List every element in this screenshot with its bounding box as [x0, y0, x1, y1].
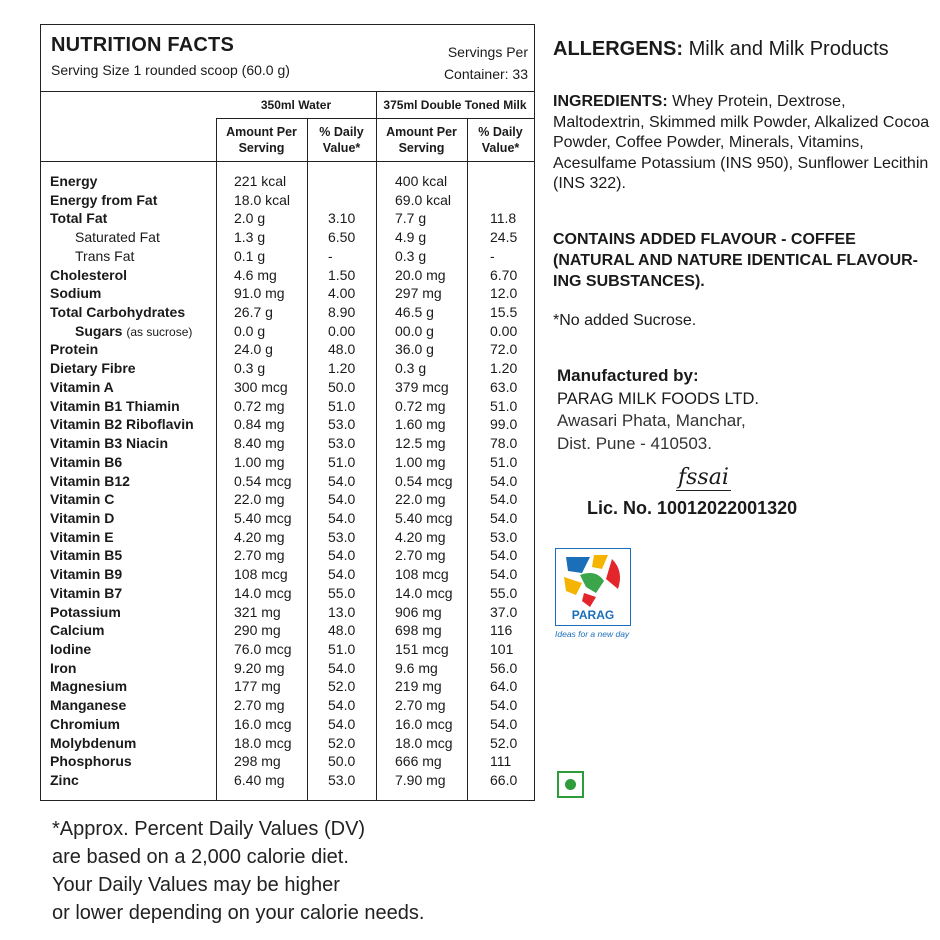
nutrient-name: Vitamin B5	[50, 547, 123, 564]
nutrient-row	[41, 209, 534, 228]
water-daily-value: 51.0	[328, 453, 356, 470]
nutrient-name: Vitamin B3 Niacin	[50, 435, 169, 452]
water-amount: 0.0 g	[234, 322, 266, 339]
milk-daily-value: 78.0	[490, 435, 518, 452]
nutrient-name: Vitamin B7	[50, 584, 123, 601]
water-amount: 0.3 g	[234, 360, 266, 377]
nutrient-row	[41, 546, 534, 565]
manufacturer-address: Dist. Pune - 410503.	[557, 433, 712, 453]
milk-daily-value: 56.0	[490, 659, 518, 676]
water-daily-value: -	[328, 247, 333, 264]
milk-amount: 7.90 mg	[395, 772, 446, 788]
milk-daily-value: 0.00	[490, 322, 518, 339]
nutrient-row	[41, 528, 534, 547]
water-amount: 0.72 mg	[234, 397, 285, 414]
water-daily-value: 52.0	[328, 678, 356, 695]
water-daily-value: 50.0	[328, 378, 356, 395]
water-daily-value: 6.50	[328, 229, 356, 246]
milk-amount: 36.0 g	[395, 341, 434, 358]
nutrient-name: Dietary Fibre	[50, 360, 136, 377]
milk-daily-value: 1.20	[490, 360, 518, 377]
milk-daily-value: 37.0	[490, 603, 518, 620]
water-amount: 177 mg	[234, 678, 281, 695]
nutrient-row	[41, 397, 534, 416]
nutrient-name: Magnesium	[50, 678, 128, 695]
milk-amount: 219 mg	[395, 678, 442, 695]
water-amount: 18.0 kcal	[234, 191, 291, 208]
water-amount: 76.0 mcg	[234, 640, 292, 657]
milk-amount: 666 mg	[395, 753, 442, 770]
nutrient-rows	[41, 172, 534, 790]
nutrient-row	[41, 584, 534, 603]
water-amount: 0.84 mg	[234, 416, 285, 433]
water-daily-value: 3.10	[328, 210, 356, 227]
water-amount: 26.7 g	[234, 304, 273, 321]
name-column-header	[41, 119, 216, 162]
milk-amount: 7.7 g	[395, 210, 427, 227]
nutrient-name: Vitamin B12	[50, 472, 130, 489]
milk-amount: 14.0 mcg	[395, 584, 453, 601]
nutrient-row	[41, 771, 534, 790]
nutrient-name: Energy	[50, 173, 98, 189]
flavour-statement: CONTAINS ADDED FLAVOUR - COFFEE (NATURAL AND NATURE IDENTICAL FLAVOUR-ING SUBSTANCES).	[553, 231, 919, 290]
no-sucrose-note: *No added Sucrose.	[553, 312, 697, 329]
water-amount: 14.0 mcg	[234, 584, 292, 601]
milk-daily-value: 54.0	[490, 472, 518, 489]
nutrient-name: Total Carbohydrates	[50, 304, 186, 321]
milk-daily-value: 54.0	[490, 509, 518, 526]
water-daily-value: 53.0	[328, 772, 356, 788]
nutrient-row	[41, 359, 534, 378]
nutrient-name: Sugars (as sucrose)	[75, 322, 193, 339]
milk-daily-value: 52.0	[490, 734, 518, 751]
nutrition-facts-panel	[40, 24, 535, 801]
nutrient-name: Total Fat	[50, 210, 108, 227]
panel-title: NUTRITION FACTS	[51, 34, 234, 56]
nutrient-row	[41, 509, 534, 528]
nutrient-name: Vitamin B6	[50, 453, 123, 470]
servings-per-container: Servings Per Container: 33	[443, 44, 528, 82]
water-daily-value: 50.0	[328, 753, 356, 770]
water-daily-value: 1.20	[328, 360, 356, 377]
water-amount: 8.40 mg	[234, 435, 285, 452]
manufacturer-block	[557, 365, 759, 455]
water-daily-value: 54.0	[328, 697, 356, 714]
water-daily-value: 54.0	[328, 659, 356, 676]
milk-daily-value: 12.0	[490, 285, 518, 302]
milk-amount: 2.70 mg	[395, 697, 446, 714]
fssai-license-number: Lic. No. 10012022001320	[587, 498, 798, 518]
nutrient-row	[41, 284, 534, 303]
vegetarian-dot	[565, 779, 576, 790]
nutrient-name: Vitamin E	[50, 528, 114, 545]
milk-daily-value: 54.0	[490, 715, 518, 732]
water-amount: 2.0 g	[234, 210, 266, 227]
milk-daily-value: 111	[490, 753, 512, 770]
fssai-logo: fssai	[678, 465, 729, 490]
water-daily-value: 13.0	[328, 603, 356, 620]
milk-daily-value: 53.0	[490, 528, 518, 545]
nutrient-row	[41, 603, 534, 622]
nutrient-row	[41, 490, 534, 509]
nutrient-row	[41, 434, 534, 453]
manufacturer-heading: Manufactured by:	[557, 366, 699, 385]
water-amount: 6.40 mg	[234, 772, 285, 788]
milk-amount: 0.54 mcg	[395, 472, 453, 489]
nutrient-name: Saturated Fat	[75, 229, 160, 246]
water-amount: 18.0 mcg	[234, 734, 292, 751]
nutrient-row	[41, 322, 534, 341]
logo-wordmark: PARAG	[571, 608, 615, 622]
nutrient-row	[41, 340, 534, 359]
water-amount: 91.0 mg	[234, 285, 285, 302]
nutrient-name: Vitamin C	[50, 491, 115, 508]
milk-daily-value: 51.0	[490, 453, 518, 470]
milk-amount: 5.40 mcg	[395, 509, 453, 526]
nutrient-row	[41, 266, 534, 285]
milk-amount: 1.60 mg	[395, 416, 446, 433]
milk-daily-value: 54.0	[490, 547, 518, 564]
nutrient-row	[41, 734, 534, 753]
water-amount: 1.00 mg	[234, 453, 285, 470]
water-daily-value: 54.0	[328, 509, 356, 526]
parag-logo-icon	[556, 549, 630, 625]
water-daily-value: 1.50	[328, 266, 356, 283]
milk-daily-value: 63.0	[490, 378, 518, 395]
milk-amount: 379 mcg	[395, 378, 449, 395]
milk-amount: 18.0 mcg	[395, 734, 453, 751]
vegetarian-mark-icon	[557, 771, 584, 798]
water-daily-value: 8.90	[328, 304, 356, 321]
nutrient-row	[41, 378, 534, 397]
water-amount: 2.70 mg	[234, 697, 285, 714]
water-amount: 290 mg	[234, 622, 281, 639]
water-amount: 298 mg	[234, 753, 281, 770]
water-amount: 2.70 mg	[234, 547, 285, 564]
nutrient-row	[41, 453, 534, 472]
nutrient-name: Energy from Fat	[50, 191, 158, 208]
nutrient-name: Trans Fat	[75, 247, 135, 264]
nutrient-row	[41, 565, 534, 584]
water-amount: 0.54 mcg	[234, 472, 292, 489]
group-header-water: 350ml Water	[216, 92, 376, 119]
nutrient-row	[41, 752, 534, 771]
nutrient-row	[41, 659, 534, 678]
milk-amount: 698 mg	[395, 622, 442, 639]
milk-amount: 2.70 mg	[395, 547, 446, 564]
nutrient-row	[41, 303, 534, 322]
nutrient-name: Potassium	[50, 603, 121, 620]
water-amount: 1.3 g	[234, 229, 266, 246]
nutrient-row	[41, 677, 534, 696]
parag-logo	[555, 548, 631, 626]
water-daily-value: 55.0	[328, 584, 356, 601]
water-daily-value: 4.00	[328, 285, 356, 302]
group-header-milk: 375ml Double Toned Milk	[376, 92, 534, 119]
manufacturer-company: PARAG MILK FOODS LTD.	[557, 389, 760, 408]
water-amount: 108 mcg	[234, 566, 288, 583]
nutrient-row	[41, 247, 534, 266]
milk-daily-value: 54.0	[490, 697, 518, 714]
milk-amount: 16.0 mcg	[395, 715, 453, 732]
milk-amount: 1.00 mg	[395, 453, 446, 470]
water-daily-value: 51.0	[328, 640, 356, 657]
nutrient-name: Vitamin B1 Thiamin	[50, 397, 180, 414]
water-daily-value: 53.0	[328, 416, 356, 433]
milk-daily-value: 66.0	[490, 772, 518, 788]
milk-amount: 20.0 mg	[395, 266, 446, 283]
nutrient-name: Zinc	[50, 772, 79, 788]
milk-daily-value: 24.5	[490, 229, 518, 246]
milk-daily-value: 64.0	[490, 678, 518, 695]
water-daily-value: 54.0	[328, 472, 356, 489]
milk-amount: 0.3 g	[395, 247, 427, 264]
water-daily-value: 54.0	[328, 491, 356, 508]
milk-amount: 12.5 mg	[395, 435, 446, 452]
water-daily-value: 0.00	[328, 322, 356, 339]
water-daily-value: 54.0	[328, 715, 356, 732]
water-amount: 16.0 mcg	[234, 715, 292, 732]
nutrient-row	[41, 191, 534, 210]
water-daily-value: 53.0	[328, 435, 356, 452]
milk-daily-value: 99.0	[490, 416, 518, 433]
nutrient-row	[41, 696, 534, 715]
water-daily-value: 48.0	[328, 341, 356, 358]
milk-amount: 00.0 g	[395, 322, 434, 339]
milk-amount: 4.9 g	[395, 229, 427, 246]
col-header-milk-amount: Amount Per Serving	[376, 119, 467, 162]
water-daily-value: 51.0	[328, 397, 356, 414]
nutrient-name: Vitamin B9	[50, 566, 123, 583]
milk-amount: 400 kcal	[395, 173, 448, 189]
water-amount: 5.40 mcg	[234, 509, 292, 526]
water-amount: 4.6 mg	[234, 266, 277, 283]
water-amount: 221 kcal	[234, 173, 287, 189]
milk-amount: 0.3 g	[395, 360, 427, 377]
nutrient-name: Vitamin D	[50, 509, 115, 526]
nutrient-row	[41, 715, 534, 734]
water-amount: 4.20 mg	[234, 528, 285, 545]
milk-daily-value: 101	[490, 640, 514, 657]
nutrient-name: Protein	[50, 341, 99, 358]
nutrient-row	[41, 415, 534, 434]
nutrient-name: Calcium	[50, 622, 105, 639]
milk-amount: 69.0 kcal	[395, 191, 452, 208]
milk-daily-value: 72.0	[490, 341, 518, 358]
milk-daily-value: 55.0	[490, 584, 518, 601]
water-daily-value: 52.0	[328, 734, 356, 751]
col-header-water-amount: Amount Per Serving	[216, 119, 307, 162]
nutrient-row	[41, 640, 534, 659]
milk-daily-value: 11.8	[490, 210, 517, 227]
water-amount: 300 mcg	[234, 378, 288, 395]
water-amount: 24.0 g	[234, 341, 273, 358]
milk-amount: 0.72 mg	[395, 397, 446, 414]
water-daily-value: 54.0	[328, 566, 356, 583]
nutrient-row	[41, 621, 534, 640]
allergens-statement: ALLERGENS: Milk and Milk Products	[553, 38, 889, 60]
water-daily-value: 54.0	[328, 547, 356, 564]
milk-daily-value: 6.70	[490, 266, 518, 283]
nutrient-name: Molybdenum	[50, 734, 137, 751]
milk-amount: 4.20 mg	[395, 528, 446, 545]
milk-daily-value: 116	[490, 622, 513, 639]
milk-amount: 108 mcg	[395, 566, 449, 583]
nutrient-row	[41, 172, 534, 191]
milk-amount: 151 mcg	[395, 640, 449, 657]
water-amount: 0.1 g	[234, 247, 266, 264]
milk-daily-value: -	[490, 247, 495, 264]
nutrient-name: Iron	[50, 659, 77, 676]
nutrient-row	[41, 228, 534, 247]
nutrient-name: Cholesterol	[50, 266, 128, 283]
brand-tagline: Ideas for a new day	[555, 629, 630, 639]
water-amount: 22.0 mg	[234, 491, 285, 508]
serving-size: Serving Size 1 rounded scoop (60.0 g)	[51, 62, 290, 78]
milk-daily-value: 51.0	[490, 397, 518, 414]
milk-amount: 46.5 g	[395, 304, 434, 321]
milk-amount: 22.0 mg	[395, 491, 446, 508]
dv-footnote: *Approx. Percent Daily Values (DV) are based on a 2,000 calorie diet. Your Daily Values may be higher or lower depending on your calorie needs.	[52, 818, 425, 924]
nutrient-name: Sodium	[50, 285, 102, 302]
nutrient-row	[41, 472, 534, 491]
milk-amount: 906 mg	[395, 603, 442, 620]
manufacturer-address: Awasari Phata, Manchar,	[557, 411, 746, 430]
col-header-milk-dv: % Daily Value*	[467, 119, 534, 162]
ingredients-list: INGREDIENTS: Whey Protein, Dextrose, Maltodextrin, Skimmed milk Powder, Alkalized Cocoa Powder, Coffee Powder, Minerals, Vitamins, Acesulfame Potassium (INS 950), Sunflower Lecithin (INS 322).	[553, 93, 930, 192]
nutrient-name: Manganese	[50, 697, 127, 714]
nutrient-name: Chromium	[50, 715, 120, 732]
nutrient-name: Iodine	[50, 640, 92, 657]
milk-daily-value: 54.0	[490, 491, 518, 508]
water-daily-value: 53.0	[328, 528, 356, 545]
nutrient-name: Vitamin A	[50, 378, 114, 395]
water-amount: 321 mg	[234, 603, 281, 620]
milk-amount: 9.6 mg	[395, 659, 438, 676]
milk-daily-value: 54.0	[490, 566, 518, 583]
nutrient-name: Phosphorus	[50, 753, 132, 770]
water-daily-value: 48.0	[328, 622, 356, 639]
water-amount: 9.20 mg	[234, 659, 285, 676]
col-header-water-dv: % Daily Value*	[307, 119, 376, 162]
panel-header	[41, 25, 534, 92]
milk-daily-value: 15.5	[490, 304, 518, 321]
milk-amount: 297 mg	[395, 285, 442, 302]
nutrient-name: Vitamin B2 Riboflavin	[50, 416, 194, 433]
